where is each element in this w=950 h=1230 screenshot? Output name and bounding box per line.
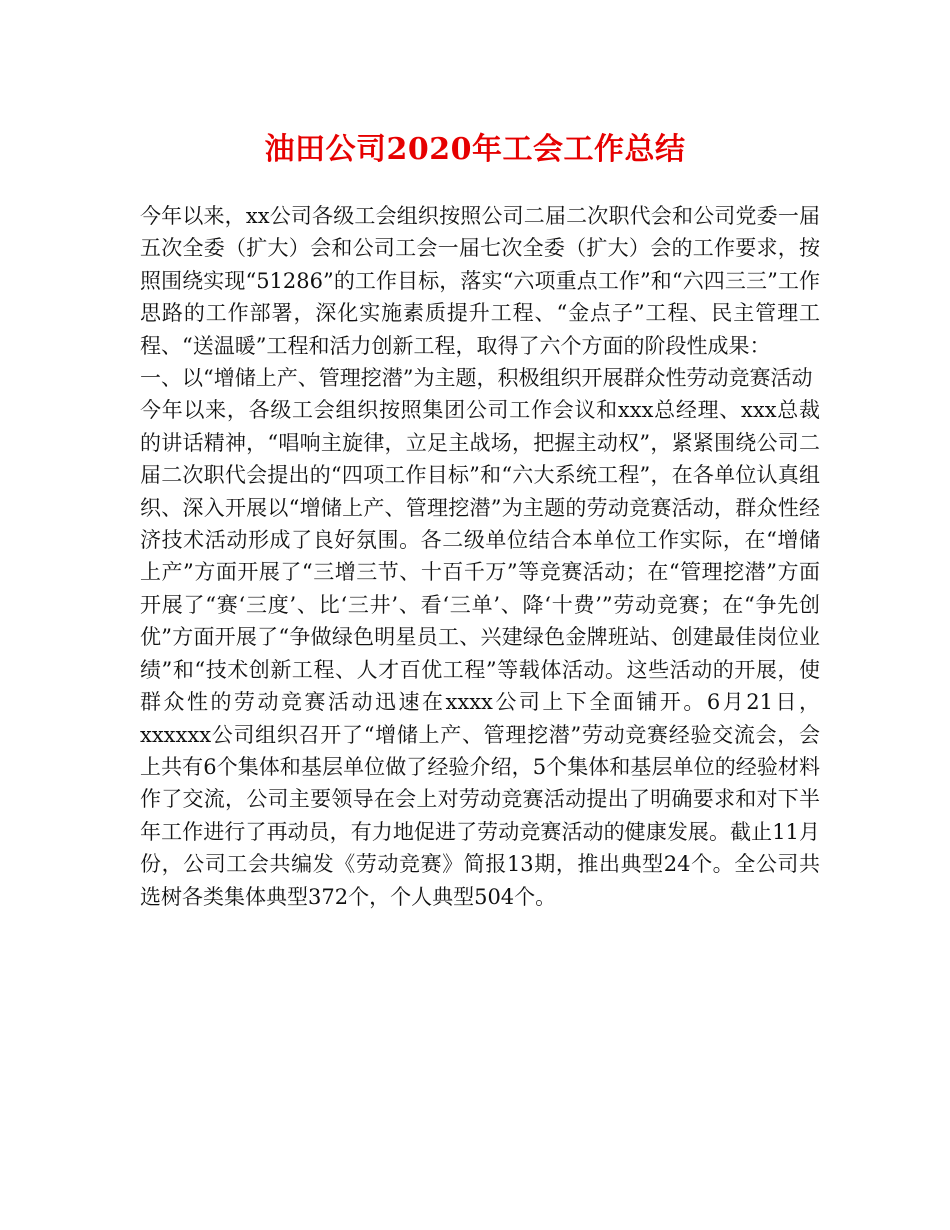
section-paragraph: 今年以来，各级工会组织按照集团公司工作会议和xxx总经理、xxx总裁的讲话精神，“唱响主旋律，立足主战场，把握主动权”，紧紧围绕公司二届二次职代会提出的“四项工作目标”和“六大系统工程”，在各单位认真组织、深入开展以“增储上产、管理挖潜”为主题的劳动竞赛活动，群众性经济技术活动形成了良好氛围。各二级单位结合本单位工作实际，在“增储上产”方面开展了“三增三节、十百千万”等竞赛活动；在“管理挖潜”方面开展了“赛‘三度’、比‘三井’、看‘三单’、降‘十费’”劳动竞赛；在“争先创优”方面开展了“争做绿色明星员工、兴建绿色金牌班站、创建最佳岗位业绩”和“技术创新工程、人才百优工程”等载体活动。这些活动的开展，使群众性的劳动竞赛活动迅速在xxxx公司上下全面铺开。6月21日，xxxxxx公司组织召开了“增储上产、管理挖潜”劳动竞赛经验交流会，会上共有6个集体和基层单位做了经验介绍，5个集体和基层单位的经验材料作了交流，公司主要领导在会上对劳动竞赛活动提出了明确要求和对下半年工作进行了再动员，有力地促进了劳动竞赛活动的健康发展。截止11月份，公司工会共编发《劳动竞赛》简报13期，推出典型24个。全公司共选树各类集体典型372个，个人典型504个。	[140, 398, 820, 909]
document-body	[140, 200, 820, 913]
section-heading: 一、以“增储上产、管理挖潜”为主题，积极组织开展群众性劳动竞赛活动	[140, 366, 813, 391]
page-title: 油田公司2020年工会工作总结	[264, 132, 686, 167]
intro-paragraph: 今年以来，xx公司各级工会组织按照公司二届二次职代会和公司党委一届五次全委（扩大）会和公司工会一届七次全委（扩大）会的工作要求，按照围绕实现“51286”的工作目标，落实“六项重点工作”和“六四三三”工作思路的工作部署，深化实施素质提升工程、“金点子”工程、民主管理工程、“送温暖”工程和活力创新工程，取得了六个方面的阶段性成果：	[140, 204, 820, 358]
